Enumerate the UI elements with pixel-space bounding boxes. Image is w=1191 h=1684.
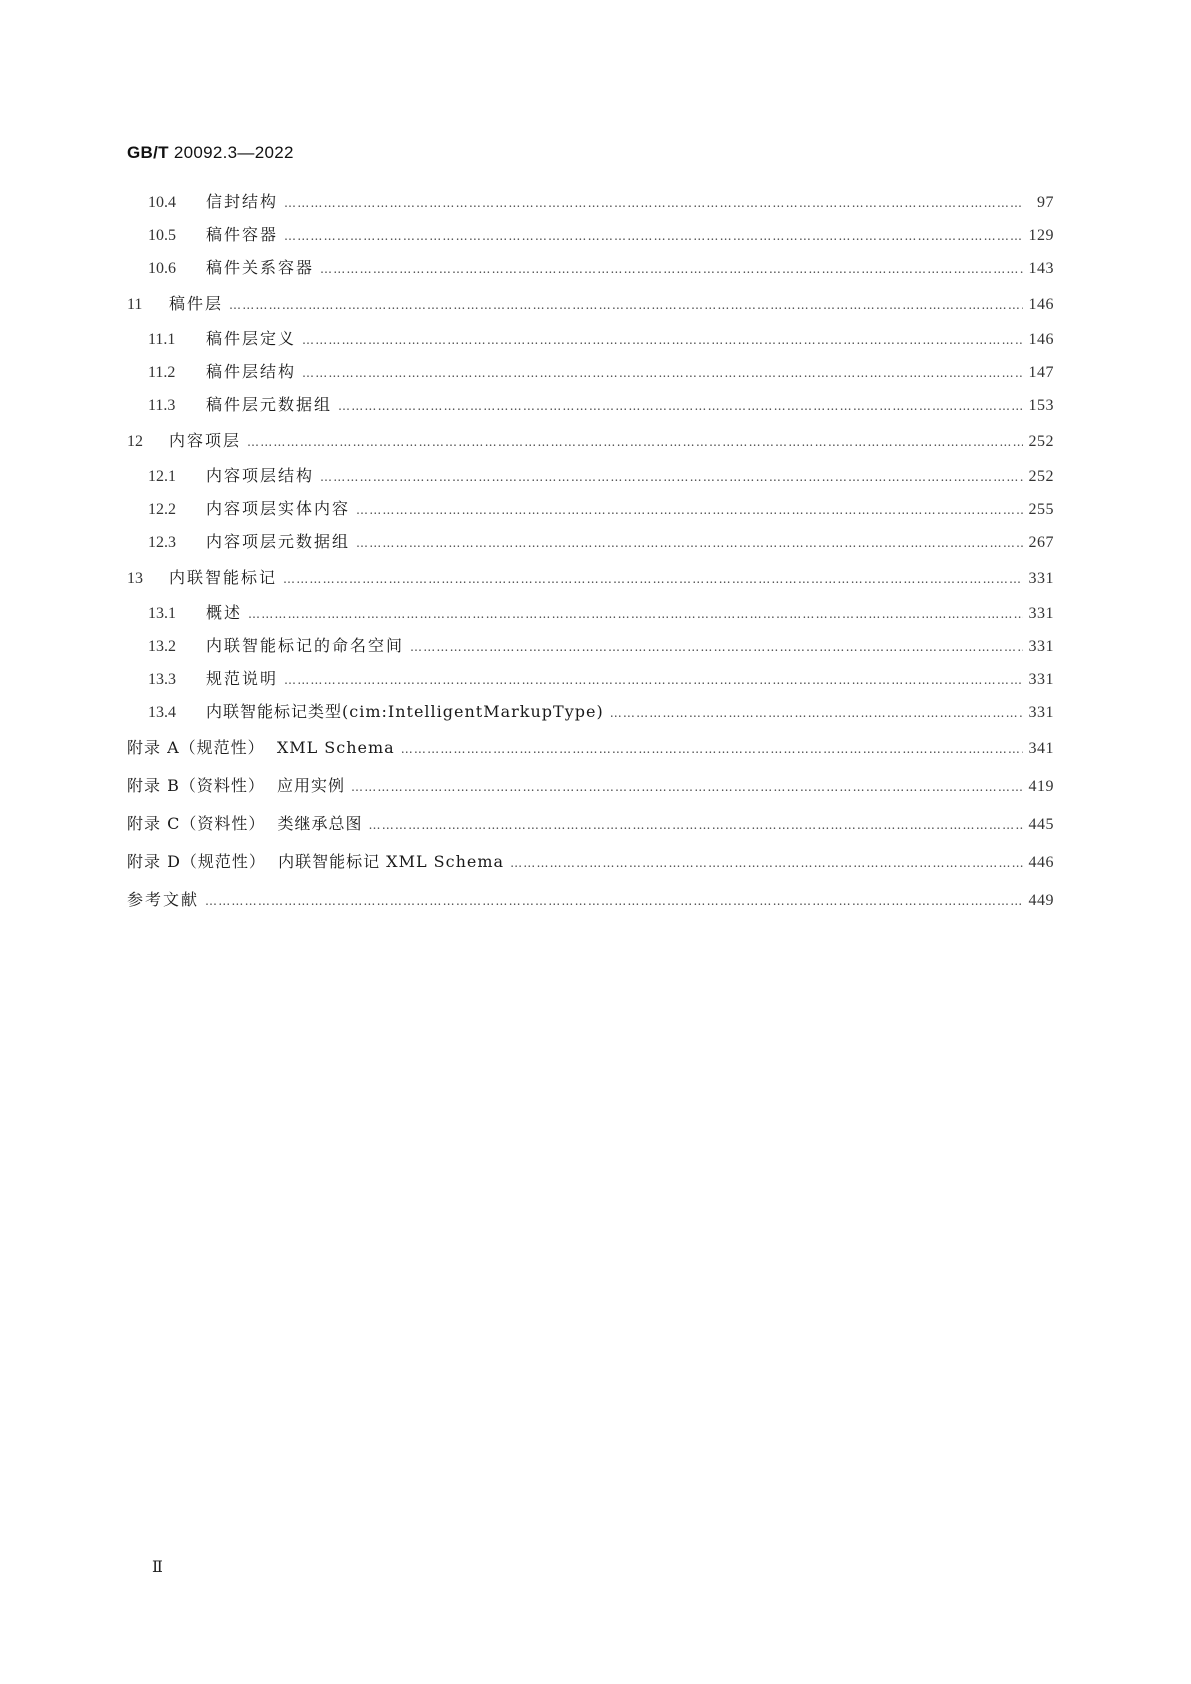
toc-entry-number: 13.2 bbox=[148, 638, 176, 655]
toc-entry[interactable] bbox=[127, 258, 1054, 279]
toc-entry-title: 稿件容器 bbox=[206, 225, 279, 244]
toc-entry-page: 143 bbox=[1028, 260, 1054, 277]
toc-entry-page: 419 bbox=[1028, 778, 1054, 795]
toc-entry-title: 稿件关系容器 bbox=[206, 258, 315, 277]
toc-entry-title: 规范说明 bbox=[206, 669, 279, 688]
toc-entry-title: 概述 bbox=[206, 603, 243, 622]
toc-entry[interactable] bbox=[127, 466, 1054, 487]
toc-entry[interactable] bbox=[127, 636, 1054, 657]
toc-entry-number: 11.1 bbox=[148, 331, 176, 348]
toc-leader-dots bbox=[510, 853, 1022, 873]
toc-leader-dots bbox=[302, 330, 1022, 350]
toc-entry-page: 445 bbox=[1028, 816, 1054, 833]
document-header bbox=[127, 143, 294, 163]
standard-number: 20092.3—2022 bbox=[173, 143, 294, 162]
toc-entry-title: 稿件层定义 bbox=[206, 329, 297, 348]
toc-entry-references[interactable] bbox=[127, 890, 1054, 911]
toc-entry-number: 13.3 bbox=[148, 671, 176, 688]
toc-entry[interactable] bbox=[127, 225, 1054, 246]
toc-entry[interactable] bbox=[127, 499, 1054, 520]
toc-leader-dots bbox=[320, 467, 1022, 487]
toc-entry[interactable] bbox=[127, 329, 1054, 350]
toc-entry-title: 内容项层 bbox=[169, 431, 242, 450]
toc-entry-number: 12.2 bbox=[148, 501, 176, 518]
toc-leader-dots bbox=[401, 739, 1023, 759]
toc-entry-page: 255 bbox=[1028, 501, 1054, 518]
toc-entry-page: 331 bbox=[1028, 570, 1054, 587]
toc-entry-appendix-d[interactable] bbox=[127, 852, 1054, 873]
toc-entry-page: 97 bbox=[1037, 194, 1054, 211]
toc-entry-number: 10.5 bbox=[148, 227, 176, 244]
toc-entry-number: 12.3 bbox=[148, 534, 176, 551]
toc-entry-title: 参考文献 bbox=[127, 890, 200, 909]
toc-entry-number: 12.1 bbox=[148, 468, 176, 485]
toc-entry-page: 449 bbox=[1028, 892, 1054, 909]
toc-entry-number: 13 bbox=[127, 570, 143, 587]
toc-entry-number: 13.1 bbox=[148, 605, 176, 622]
toc-entry[interactable] bbox=[127, 192, 1054, 213]
toc-leader-dots bbox=[284, 670, 1022, 690]
toc-entry-page: 146 bbox=[1028, 296, 1054, 313]
toc-entry-number: 11.2 bbox=[148, 364, 176, 381]
toc-entry-title: 信封结构 bbox=[206, 192, 279, 211]
toc-entry-title: 内联智能标记的命名空间 bbox=[206, 636, 405, 655]
toc-entry-number: 13.4 bbox=[148, 704, 176, 721]
toc-entry-title: 附录 D（规范性） 内联智能标记 XML Schema bbox=[127, 852, 505, 871]
page-number: Ⅱ bbox=[152, 1559, 163, 1576]
toc-leader-dots bbox=[302, 363, 1022, 383]
toc-leader-dots bbox=[356, 500, 1022, 520]
toc-entry[interactable] bbox=[127, 431, 1054, 452]
toc-leader-dots bbox=[369, 815, 1023, 835]
toc-entry-number: 11 bbox=[127, 296, 143, 313]
toc-entry[interactable] bbox=[127, 532, 1054, 553]
toc-entry[interactable] bbox=[127, 702, 1054, 723]
toc-leader-dots bbox=[338, 396, 1022, 416]
toc-leader-dots bbox=[610, 703, 1023, 723]
toc-entry-title: 附录 A（规范性） XML Schema bbox=[127, 738, 395, 757]
toc-entry-page: 331 bbox=[1028, 605, 1054, 622]
toc-leader-dots bbox=[320, 259, 1022, 279]
toc-entry-number: 10.6 bbox=[148, 260, 176, 277]
toc-entry-page: 147 bbox=[1028, 364, 1054, 381]
toc-entry-page: 153 bbox=[1028, 397, 1054, 414]
toc-entry[interactable] bbox=[127, 669, 1054, 690]
toc-leader-dots bbox=[356, 533, 1022, 553]
toc-entry-page: 331 bbox=[1028, 704, 1054, 721]
toc-leader-dots bbox=[205, 891, 1022, 911]
toc-leader-dots bbox=[351, 777, 1022, 797]
toc-entry-title: 内容项层元数据组 bbox=[206, 532, 351, 551]
standard-code: GB/T bbox=[127, 143, 169, 162]
toc-entry[interactable] bbox=[127, 362, 1054, 383]
toc-entry[interactable] bbox=[127, 395, 1054, 416]
toc-entry-title: 稿件层 bbox=[169, 294, 224, 313]
toc-entry-number: 12 bbox=[127, 433, 143, 450]
toc-entry-number: 10.4 bbox=[148, 194, 176, 211]
toc-entry-title: 内容项层结构 bbox=[206, 466, 315, 485]
toc-entry-page: 331 bbox=[1028, 638, 1054, 655]
toc-entry-title: 稿件层结构 bbox=[206, 362, 297, 381]
toc-entry-title: 内容项层实体内容 bbox=[206, 499, 351, 518]
toc-entry-title: 内联智能标记 bbox=[169, 568, 278, 587]
toc-entry-page: 129 bbox=[1028, 227, 1054, 244]
toc-leader-dots bbox=[229, 295, 1022, 315]
toc-entry-page: 146 bbox=[1028, 331, 1054, 348]
toc-entry-page: 341 bbox=[1028, 740, 1054, 757]
toc-entry-page: 446 bbox=[1028, 854, 1054, 871]
toc-leader-dots bbox=[284, 193, 1024, 213]
toc-entry-appendix-a[interactable] bbox=[127, 738, 1054, 759]
toc-entry-title: 稿件层元数据组 bbox=[206, 395, 333, 414]
toc-leader-dots bbox=[410, 637, 1022, 657]
toc-entry[interactable] bbox=[127, 568, 1054, 589]
toc-leader-dots bbox=[283, 569, 1022, 589]
toc-entry-title: 附录 C（资料性） 类继承总图 bbox=[127, 814, 363, 833]
toc-entry-page: 331 bbox=[1028, 671, 1054, 688]
toc-leader-dots bbox=[284, 226, 1022, 246]
table-of-contents bbox=[127, 192, 1054, 928]
toc-entry-page: 252 bbox=[1028, 433, 1054, 450]
toc-leader-dots bbox=[247, 432, 1022, 452]
toc-entry-appendix-b[interactable] bbox=[127, 776, 1054, 797]
toc-entry-page: 267 bbox=[1028, 534, 1054, 551]
toc-leader-dots bbox=[248, 604, 1022, 624]
toc-entry-appendix-c[interactable] bbox=[127, 814, 1054, 835]
toc-entry-number: 11.3 bbox=[148, 397, 176, 414]
toc-entry[interactable] bbox=[127, 603, 1054, 624]
toc-entry-title: 附录 B（资料性） 应用实例 bbox=[127, 776, 346, 795]
toc-entry-page: 252 bbox=[1028, 468, 1054, 485]
toc-entry-title: 内联智能标记类型(cim:IntelligentMarkupType) bbox=[206, 702, 604, 721]
toc-entry[interactable] bbox=[127, 294, 1054, 315]
